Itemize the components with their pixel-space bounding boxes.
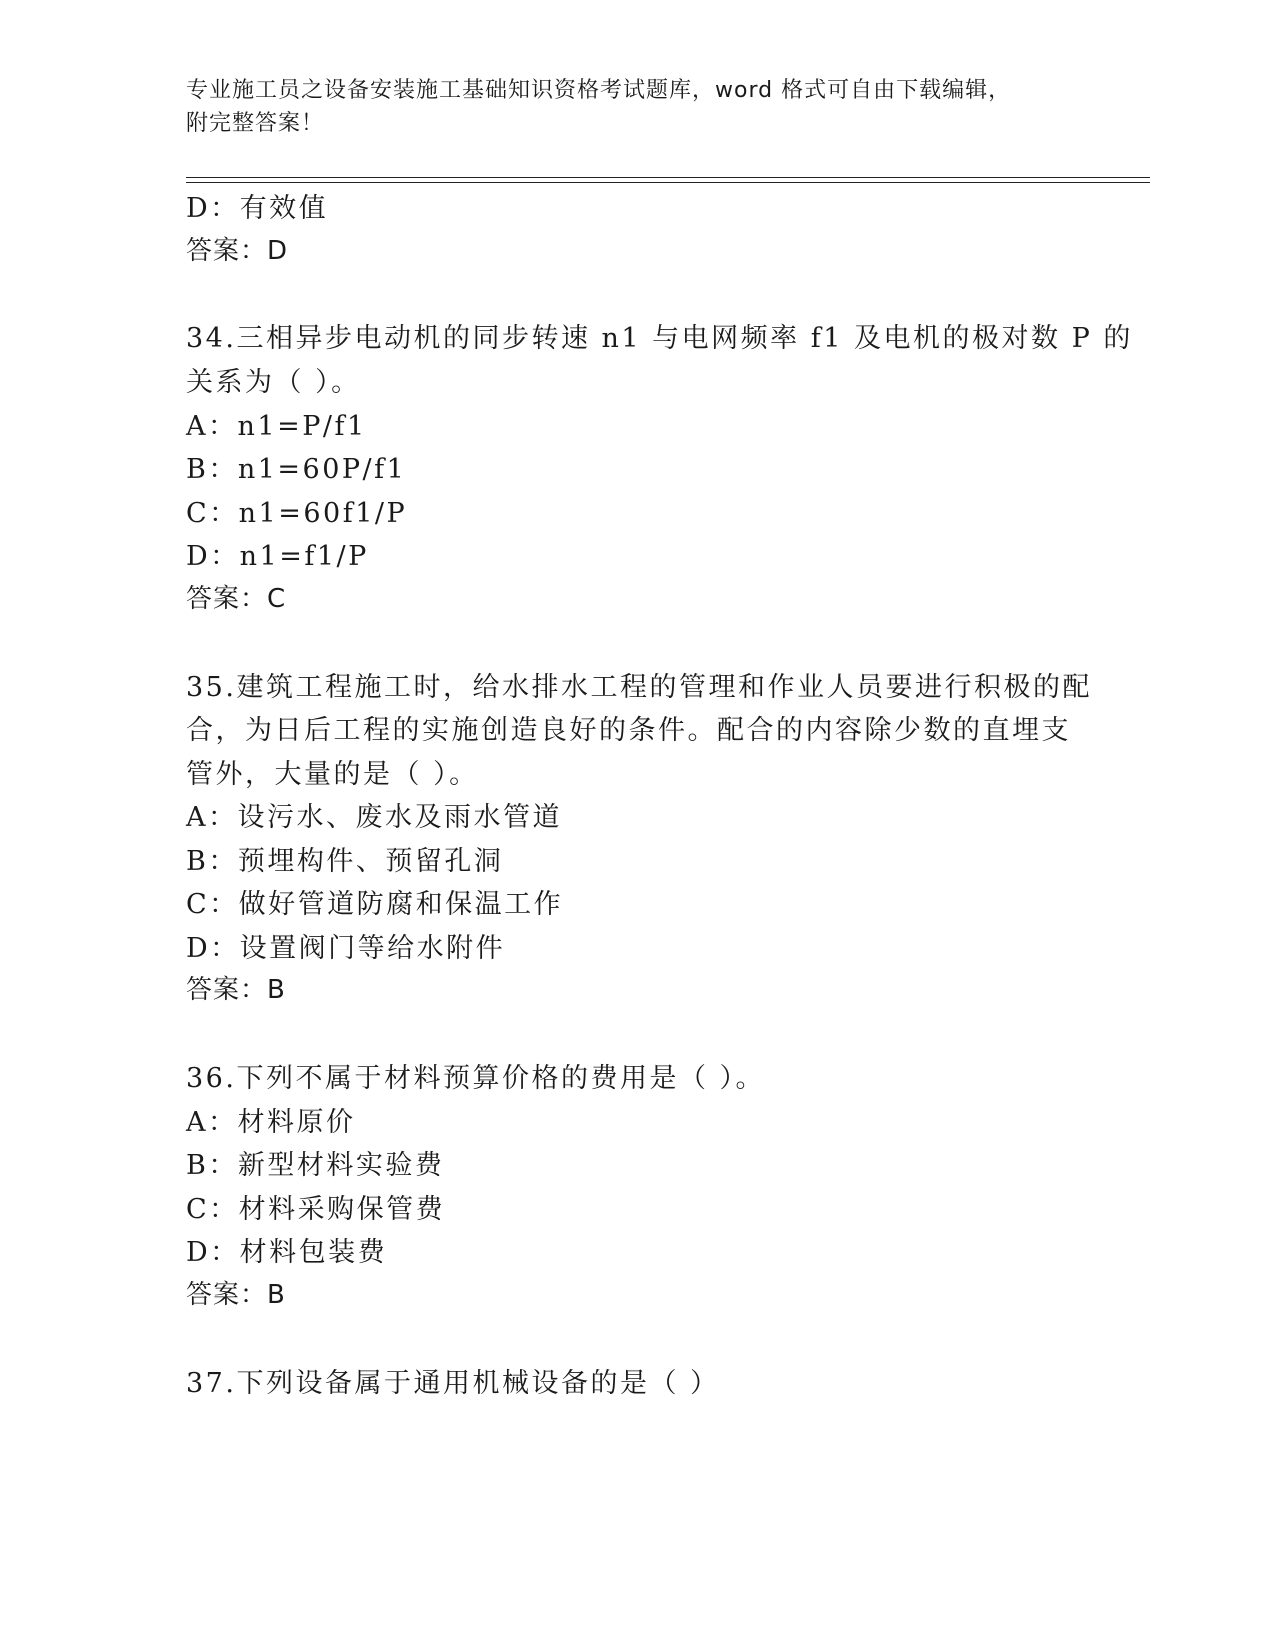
option-b: B：预埋构件、预留孔洞 <box>186 846 504 877</box>
question-stem: 合，为日后工程的实施创造良好的条件。配合的内容除少数的直埋支 <box>186 715 1071 746</box>
option-b: B：n1=60P/f1 <box>186 454 407 485</box>
option-d: D：设置阀门等给水附件 <box>186 933 506 964</box>
option-d: D：n1=f1/P <box>186 541 369 572</box>
answer: 答案：B <box>186 1280 286 1310</box>
header-line-1: 专业施工员之设备安装施工基础知识资格考试题库，word 格式可自由下载编辑， <box>186 78 1012 103</box>
question-stem: 关系为（ ）。 <box>186 367 361 398</box>
option-c: C：做好管道防腐和保温工作 <box>186 889 564 920</box>
header-rule-bottom <box>186 182 1150 183</box>
option-b: B：新型材料实验费 <box>186 1150 445 1181</box>
answer: 答案：B <box>186 975 286 1005</box>
option-a: A：设污水、废水及雨水管道 <box>186 802 562 833</box>
page-header <box>186 74 1066 140</box>
question-stem: 管外，大量的是（ ）。 <box>186 759 479 790</box>
question-stem: 35.建筑工程施工时，给水排水工程的管理和作业人员要进行积极的配 <box>186 672 1092 703</box>
answer: 答案：D <box>186 236 289 266</box>
option-c: C：n1=60f1/P <box>186 498 408 529</box>
question-stem: 34.三相异步电动机的同步转速 n1 与电网频率 f1 及电机的极对数 P 的 <box>186 323 1133 354</box>
option-c: C：材料采购保管费 <box>186 1194 446 1225</box>
answer: 答案：C <box>186 584 287 614</box>
question-stem: 36.下列不属于材料预算价格的费用是（ ）。 <box>186 1063 766 1094</box>
option-d: D：材料包装费 <box>186 1237 388 1268</box>
option-a: A：n1=P/f1 <box>186 411 367 442</box>
header-line-2: 附完整答案！ <box>186 111 325 136</box>
option-d: D：有效值 <box>186 193 329 224</box>
question-stem: 37.下列设备属于通用机械设备的是（ ） <box>186 1368 720 1399</box>
option-a: A：材料原价 <box>186 1107 356 1138</box>
header-rule-top <box>186 177 1150 178</box>
